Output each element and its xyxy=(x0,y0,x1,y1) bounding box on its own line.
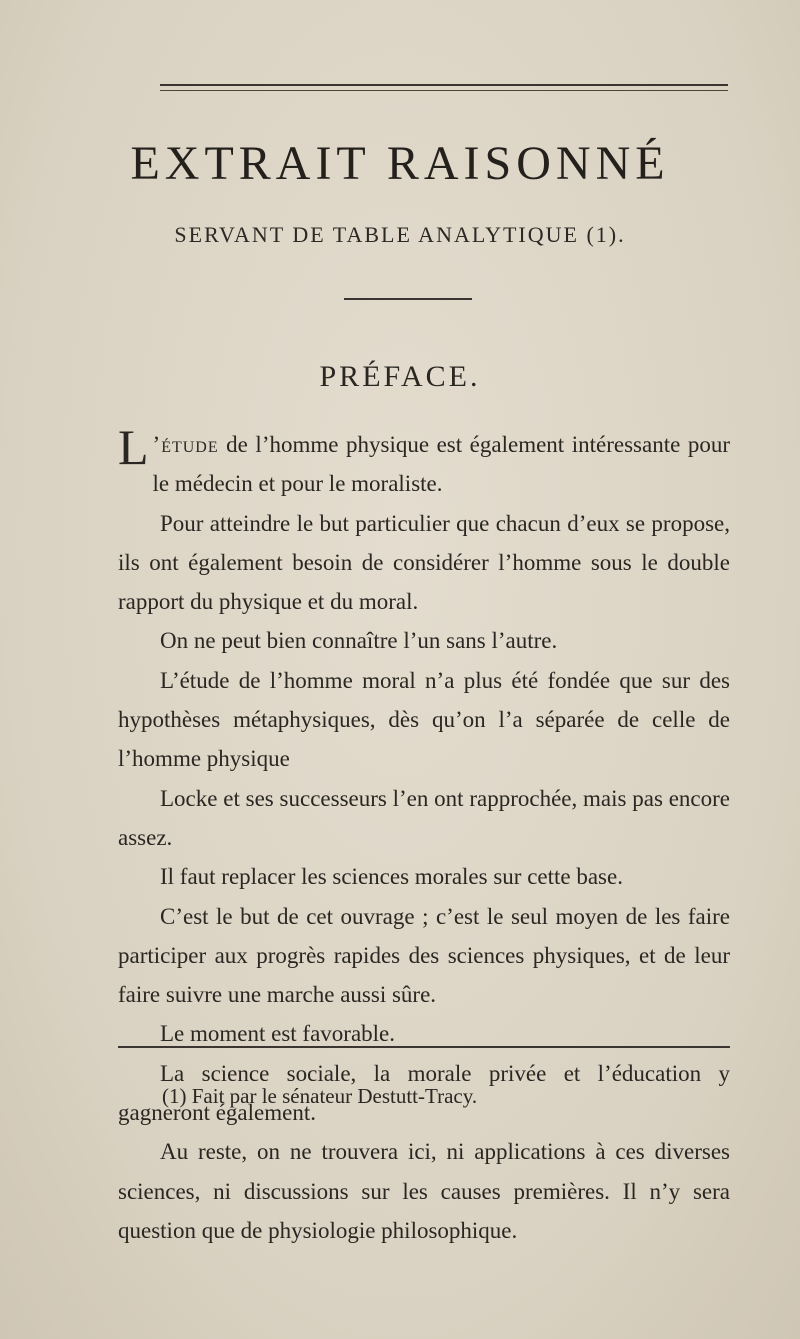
paragraph-1-text: de l’homme physique est également intéressante pour le médecin et pour le moraliste. xyxy=(152,432,730,497)
page-title: EXTRAIT RAISONNÉ xyxy=(130,137,670,190)
paragraph-2: Pour atteindre le but particulier que chacun d’eux se propose, ils ont également besoin de considérer l’homme sous le double rapport du physique et du moral. xyxy=(118,510,730,615)
paragraph-9: La science sociale, la morale privée et l’éducation y gagneront également. xyxy=(118,1060,730,1126)
paragraph-1 xyxy=(118,419,730,504)
paragraph-6: Il faut replacer les sciences morales sur cette base. xyxy=(160,864,623,890)
body-text xyxy=(118,419,730,1250)
paragraph-1-smallcaps: ’étude xyxy=(152,432,219,457)
top-rule xyxy=(160,84,728,86)
page-subtitle: SERVANT DE TABLE ANALYTIQUE (1). xyxy=(174,222,626,247)
drop-cap: L xyxy=(118,419,149,475)
section-divider xyxy=(344,298,472,300)
footnote: (1) Fait par le sénateur Destutt-Tracy. xyxy=(162,1084,478,1108)
top-rule-thin xyxy=(160,90,728,91)
section-title: PRÉFACE. xyxy=(319,360,481,393)
paragraph-7: C’est le but de cet ouvrage ; c’est le seul moyen de les faire participer aux progrès rapides des sciences physiques, et de leur faire suivre une marche aussi sûre. xyxy=(118,903,730,1008)
paragraph-4: L’étude de l’homme moral n’a plus été fondée que sur des hypothèses métaphysiques, dès qu’on l’a séparée de celle de l’homme physique xyxy=(118,667,730,772)
paragraph-8: Le moment est favorable. xyxy=(160,1021,396,1047)
paragraph-10: Au reste, on ne trouvera ici, ni applications à ces diverses sciences, ni discussions sur les causes premières. Il n’y sera question que de physiologie philosophique. xyxy=(118,1139,730,1243)
paragraph-5: Locke et ses successeurs l’en ont rapprochée, mais pas encore assez. xyxy=(118,785,730,850)
footnote-rule xyxy=(118,1046,730,1048)
paragraph-3: On ne peut bien connaître l’un sans l’autre. xyxy=(160,628,558,654)
